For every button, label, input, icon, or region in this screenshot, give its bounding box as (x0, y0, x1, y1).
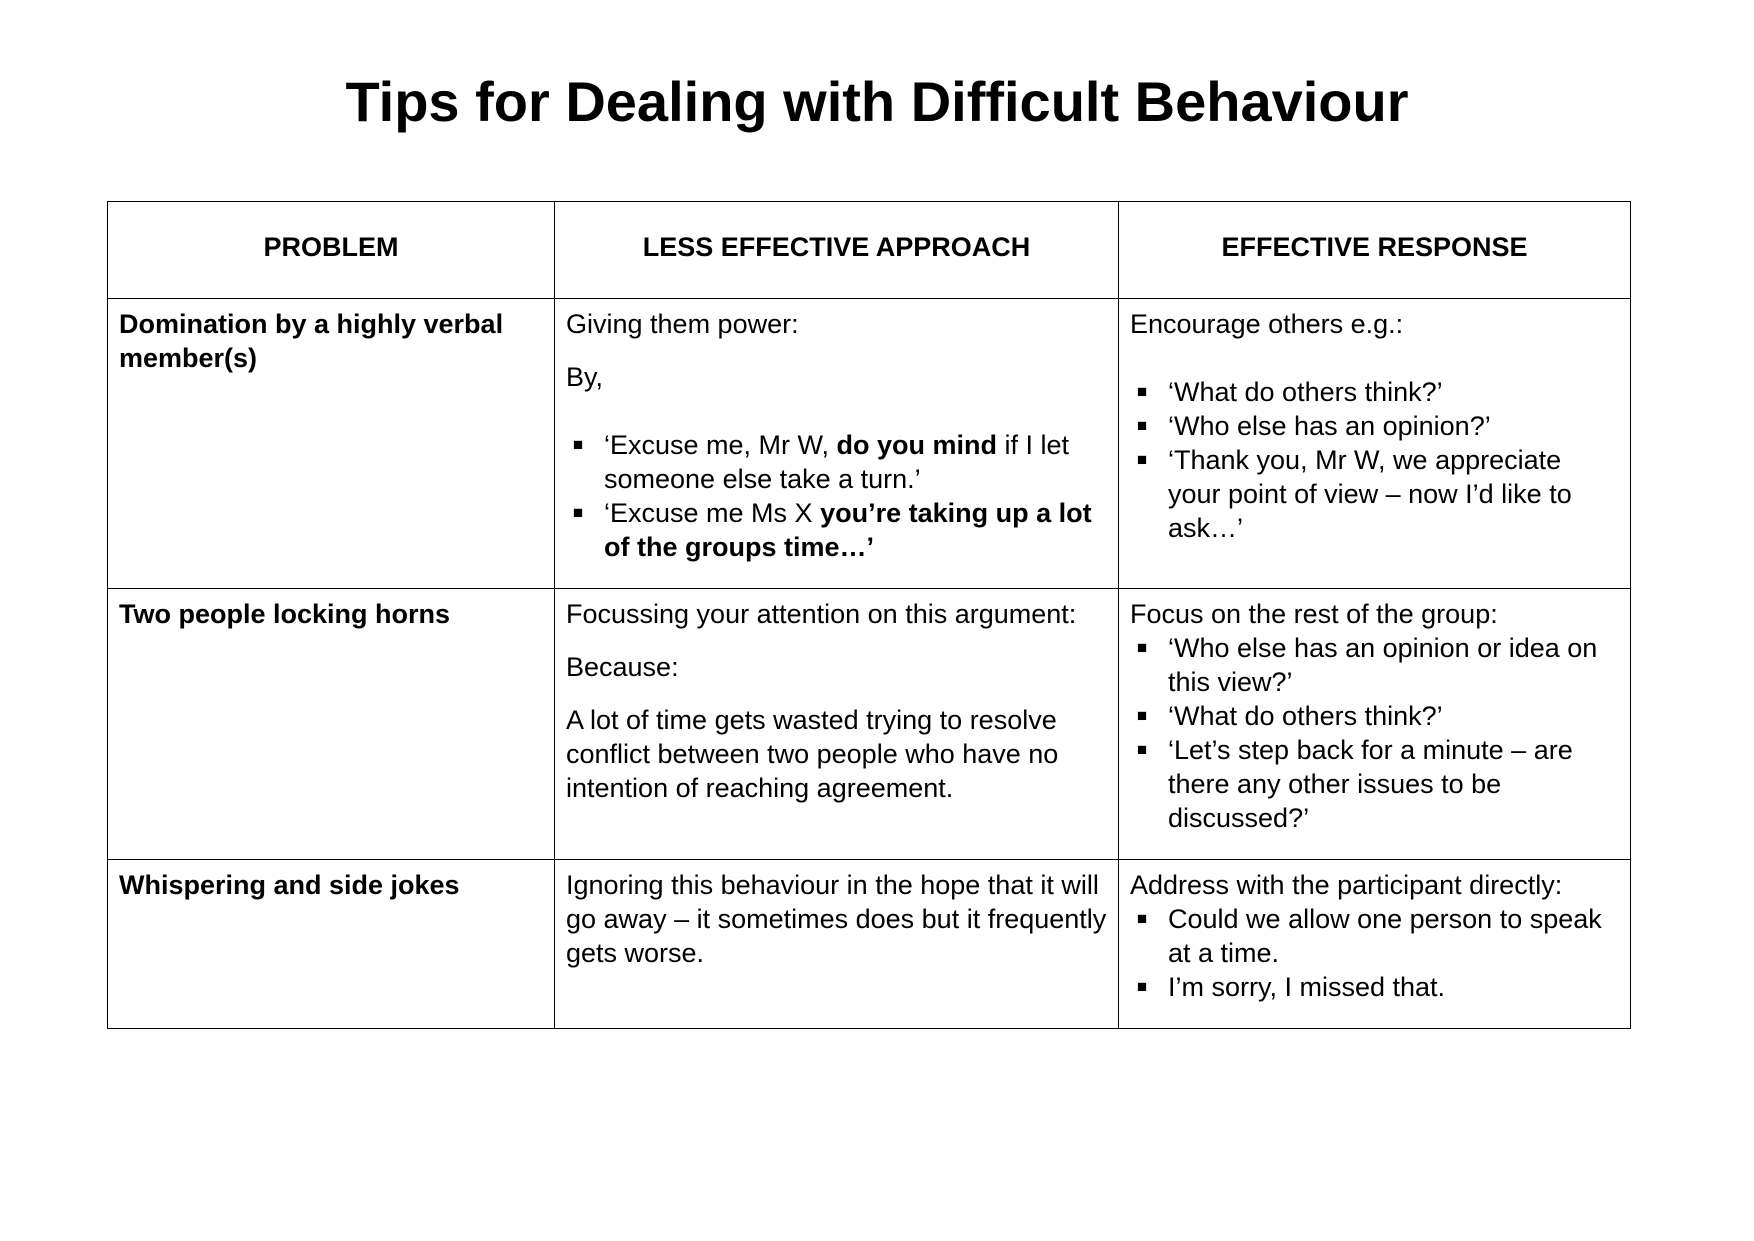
list-item: ■ ‘Let’s step back for a minute – are there any other issues to be discussed?’ (1168, 733, 1619, 835)
response-intro: Focus on the rest of the group: (1130, 599, 1498, 629)
approach-intro: Ignoring this behaviour in the hope that it will go away – it sometimes does but it frequently gets worse. (566, 870, 1107, 968)
list-item: ■ ‘What do others think?’ (1168, 699, 1619, 733)
spacer (566, 394, 1107, 428)
bullet-icon: ■ (1136, 416, 1148, 435)
effective-cell (1119, 589, 1631, 860)
response-list (1130, 375, 1619, 545)
response-intro: Address with the participant directly: (1130, 870, 1563, 900)
bullet-icon: ■ (1136, 706, 1148, 725)
list-item: ■ I’m sorry, I missed that. (1168, 970, 1619, 1004)
bullet-icon: ■ (572, 435, 584, 454)
list-item: ■ ‘Who else has an opinion or idea on this view?’ (1168, 631, 1619, 699)
table-row (108, 860, 1631, 1029)
table-row (108, 589, 1631, 860)
bullet-icon: ■ (1136, 740, 1148, 759)
behaviour-tips-table (107, 201, 1631, 1029)
problem-cell: Whispering and side jokes (108, 860, 555, 1029)
less-effective-cell (555, 299, 1119, 589)
problem-cell: Two people locking horns (108, 589, 555, 860)
bullet-icon: ■ (1136, 450, 1148, 469)
list-item: ■ ‘Thank you, Mr W, we appreciate your point of view – now I’d like to ask…’ (1168, 443, 1619, 545)
table-row (108, 299, 1631, 589)
header-less-effective: LESS EFFECTIVE APPROACH (555, 202, 1119, 299)
header-problem: PROBLEM (108, 202, 555, 299)
response-list (1130, 631, 1619, 835)
list-item: ■ ‘Who else has an opinion?’ (1168, 409, 1619, 443)
list-item: ■ Could we allow one person to speak at a time. (1168, 902, 1619, 970)
approach-intro: Giving them power: (566, 309, 799, 339)
list-item: ■ ‘Excuse me Ms X you’re taking up a lot of the groups time…’ (604, 496, 1107, 564)
less-effective-cell (555, 860, 1119, 1029)
spacer (1130, 341, 1619, 375)
list-item: ■ ‘Excuse me, Mr W, do you mind if I let someone else take a turn.’ (604, 428, 1107, 496)
approach-intro: Focussing your attention on this argument: (566, 599, 1077, 629)
response-list (1130, 902, 1619, 1004)
approach-sub: Because: (566, 652, 679, 682)
approach-sub: By, (566, 362, 604, 392)
problem-cell: Domination by a highly verbal member(s) (108, 299, 555, 589)
table-header-row (108, 202, 1631, 299)
approach-detail: A lot of time gets wasted trying to resolve conflict between two people who have no intention of reaching agreement. (566, 705, 1059, 803)
list-item: ■ ‘What do others think?’ (1168, 375, 1619, 409)
less-effective-cell (555, 589, 1119, 860)
bullet-icon: ■ (1136, 909, 1148, 928)
bullet-icon: ■ (1136, 382, 1148, 401)
page-title: Tips for Dealing with Difficult Behaviour (345, 70, 1409, 133)
approach-list (566, 428, 1107, 564)
header-effective: EFFECTIVE RESPONSE (1119, 202, 1631, 299)
effective-cell (1119, 860, 1631, 1029)
response-intro: Encourage others e.g.: (1130, 309, 1404, 339)
effective-cell (1119, 299, 1631, 589)
bullet-icon: ■ (1136, 977, 1148, 996)
bullet-icon: ■ (1136, 638, 1148, 657)
bullet-icon: ■ (572, 503, 584, 522)
